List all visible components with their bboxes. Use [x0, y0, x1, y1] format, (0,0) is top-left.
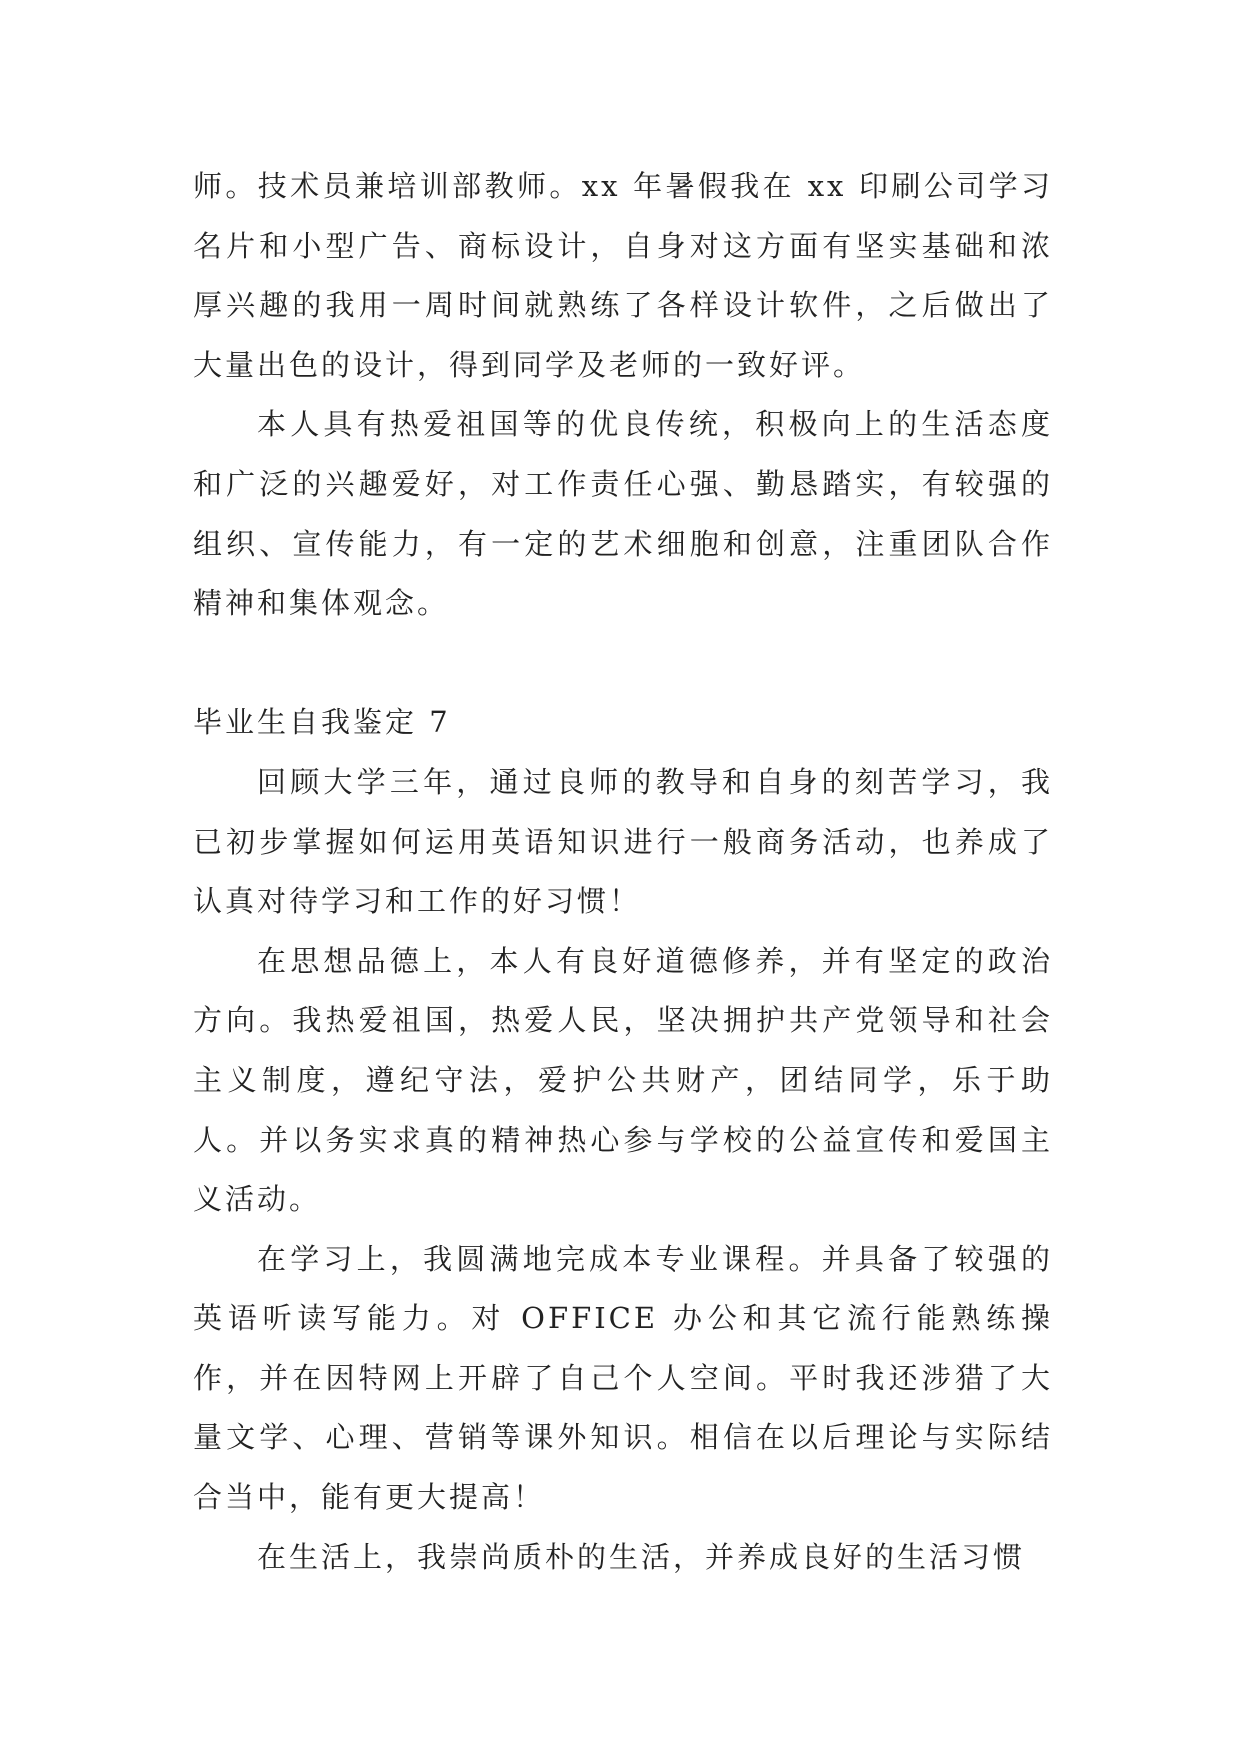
- paragraph-review-intro: 回顾大学三年，通过良师的教导和自身的刻苦学习，我已初步掌握如何运用英语知识进行一般商务活动，也养成了认真对待学习和工作的好习惯！: [193, 764, 1053, 919]
- paragraph-continuation: 师。技术员兼培训部教师。xx 年暑假我在 xx 印刷公司学习名片和小型广告、商标设计，自身对这方面有坚实基础和浓厚兴趣的我用一周时间就熟练了各样设计软件，之后做出了大量出色的设计，得到同学及老师的一致好评。: [193, 169, 1053, 382]
- paragraph-study: 在学习上，我圆满地完成本专业课程。并具备了较强的英语听读写能力。对 OFFICE 办公和其它流行能熟练操作，并在因特网上开辟了自己个人空间。平时我还涉猎了大量文学、心理、营销等课外知识。相信在以后理论与实际结合当中，能有更大提高！: [193, 1241, 1053, 1515]
- paragraph-personal-qualities: 本人具有热爱祖国等的优良传统，积极向上的生活态度和广泛的兴趣爱好，对工作责任心强、勤恳踏实，有较强的组织、宣传能力，有一定的艺术细胞和创意，注重团队合作精神和集体观念。: [193, 407, 1053, 621]
- paragraph-life: 在生活上，我崇尚质朴的生活，并养成良好的生活习惯: [257, 1539, 1026, 1574]
- section-heading: 毕业生自我鉴定 7: [193, 705, 451, 740]
- document-body: [193, 157, 1053, 1587]
- paragraph-morality: 在思想品德上，本人有良好道德修养，并有坚定的政治方向。我热爱祖国，热爱人民，坚决拥护共产党领导和社会主义制度，遵纪守法，爱护公共财产，团结同学，乐于助人。并以务实求真的精神热心参与学校的公益宣传和爱国主义活动。: [193, 943, 1053, 1217]
